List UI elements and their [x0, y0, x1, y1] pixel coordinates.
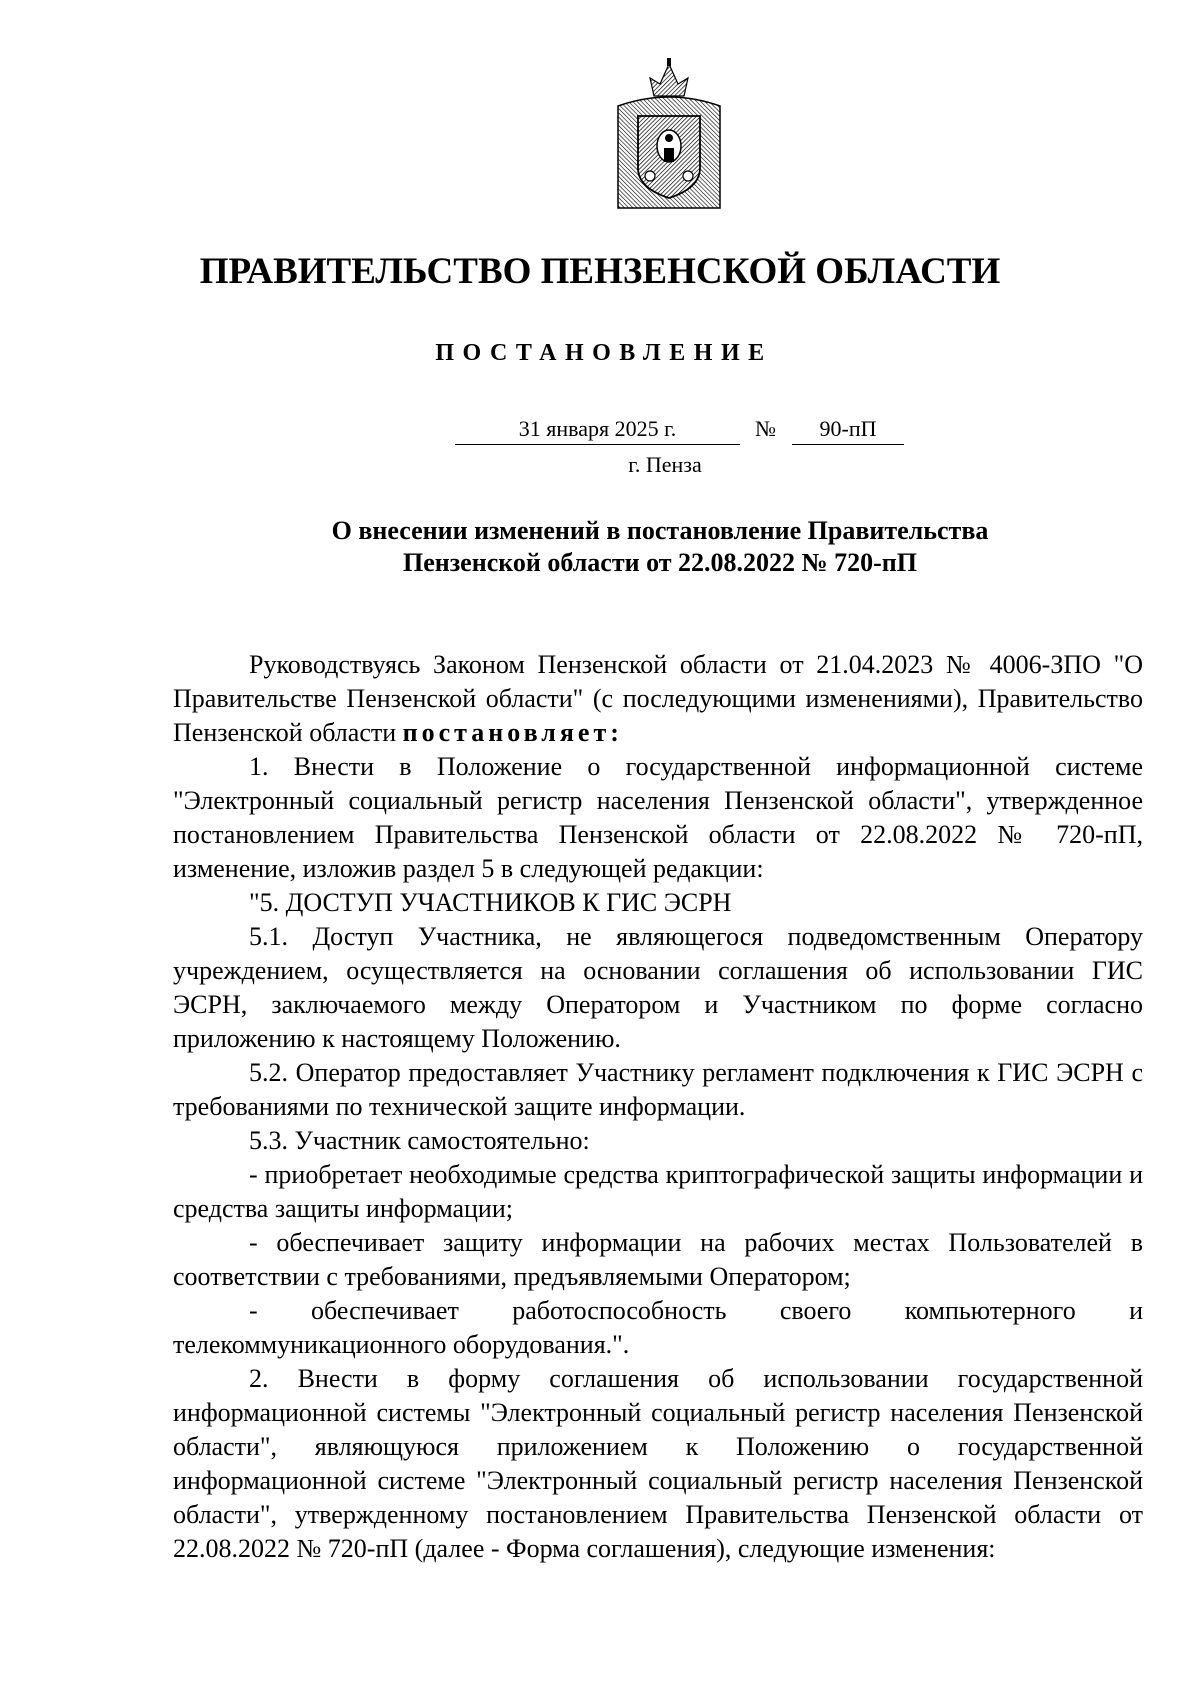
intro-emphasis: постановляет:: [402, 718, 623, 747]
section-5-heading: "5. ДОСТУП УЧАСТНИКОВ К ГИС ЭСРН: [249, 888, 732, 917]
paragraph-5-2: 5.2. Оператор предоставляет Участнику регламент подключения к ГИС ЭСРН с требованиями по технической защите информации.: [173, 1058, 1143, 1121]
paragraph-1: 1. Внести в Положение о государственной информационной системе "Электронный социальный регистр населения Пензенской области", утвержденное постановлением Правительства Пензенской области от 22.08.2022 № 720-пП, изменение, изложив раздел 5 в следующей редакции:: [173, 752, 1143, 883]
document-number: 90-пП: [792, 415, 904, 445]
subject-line-1: О внесении изменений в постановление Правительства: [331, 516, 989, 545]
organization-title: ПРАВИТЕЛЬСТВО ПЕНЗЕНСКОЙ ОБЛАСТИ: [199, 251, 1001, 292]
document-subject: [200, 515, 1120, 579]
intro-paragraph: [173, 648, 1143, 750]
list-item-1: - приобретает необходимые средства криптографической защиты информации и средства защиты информации;: [173, 1160, 1143, 1223]
paragraph-5-3: 5.3. Участник самостоятельно:: [249, 1126, 590, 1155]
subject-line-2: Пензенской области от 22.08.2022 № 720-пП: [402, 548, 918, 577]
city: г. Пенза: [628, 452, 702, 477]
number-sign: №: [755, 416, 776, 441]
list-item-2: - обеспечивает защиту информации на рабочих местах Пользователей в соответствии с требованиями, предъявляемыми Оператором;: [173, 1228, 1143, 1291]
document-type-title: ПОСТАНОВЛЕНИЕ: [435, 340, 773, 366]
intro-text: Руководствуясь Законом Пензенской области от 21.04.2023 № 4006-ЗПО "О Правительстве Пензенской области" (с последующими изменениями), Правительство Пензенской области: [173, 650, 1143, 747]
paragraph-2: 2. Внести в форму соглашения об использовании государственной информационной системы "Электронный социальный регистр населения Пензенской области", являющуюся приложением к Положению о государственной информационной системе "Электронный социальный регистр населения Пензенской области", утвержденному постановлением Правительства Пензенской области от 22.08.2022 № 720-пП (далее - Форма соглашения), следующие изменения:: [173, 1364, 1143, 1563]
list-item-3: - обеспечивает работоспособность своего компьютерного и телекоммуникационного оборудования.".: [173, 1296, 1143, 1359]
coat-of-arms-emblem-icon: [610, 58, 728, 213]
document-date: 31 января 2025 г.: [455, 415, 740, 445]
document-body: [173, 648, 1143, 1566]
paragraph-5-1: 5.1. Доступ Участника, не являющегося подведомственным Оператору учреждением, осуществляется на основании соглашения об использовании ГИС ЭСРН, заключаемого между Оператором и Участником по форме согласно приложению к настоящему Положению.: [173, 922, 1143, 1053]
